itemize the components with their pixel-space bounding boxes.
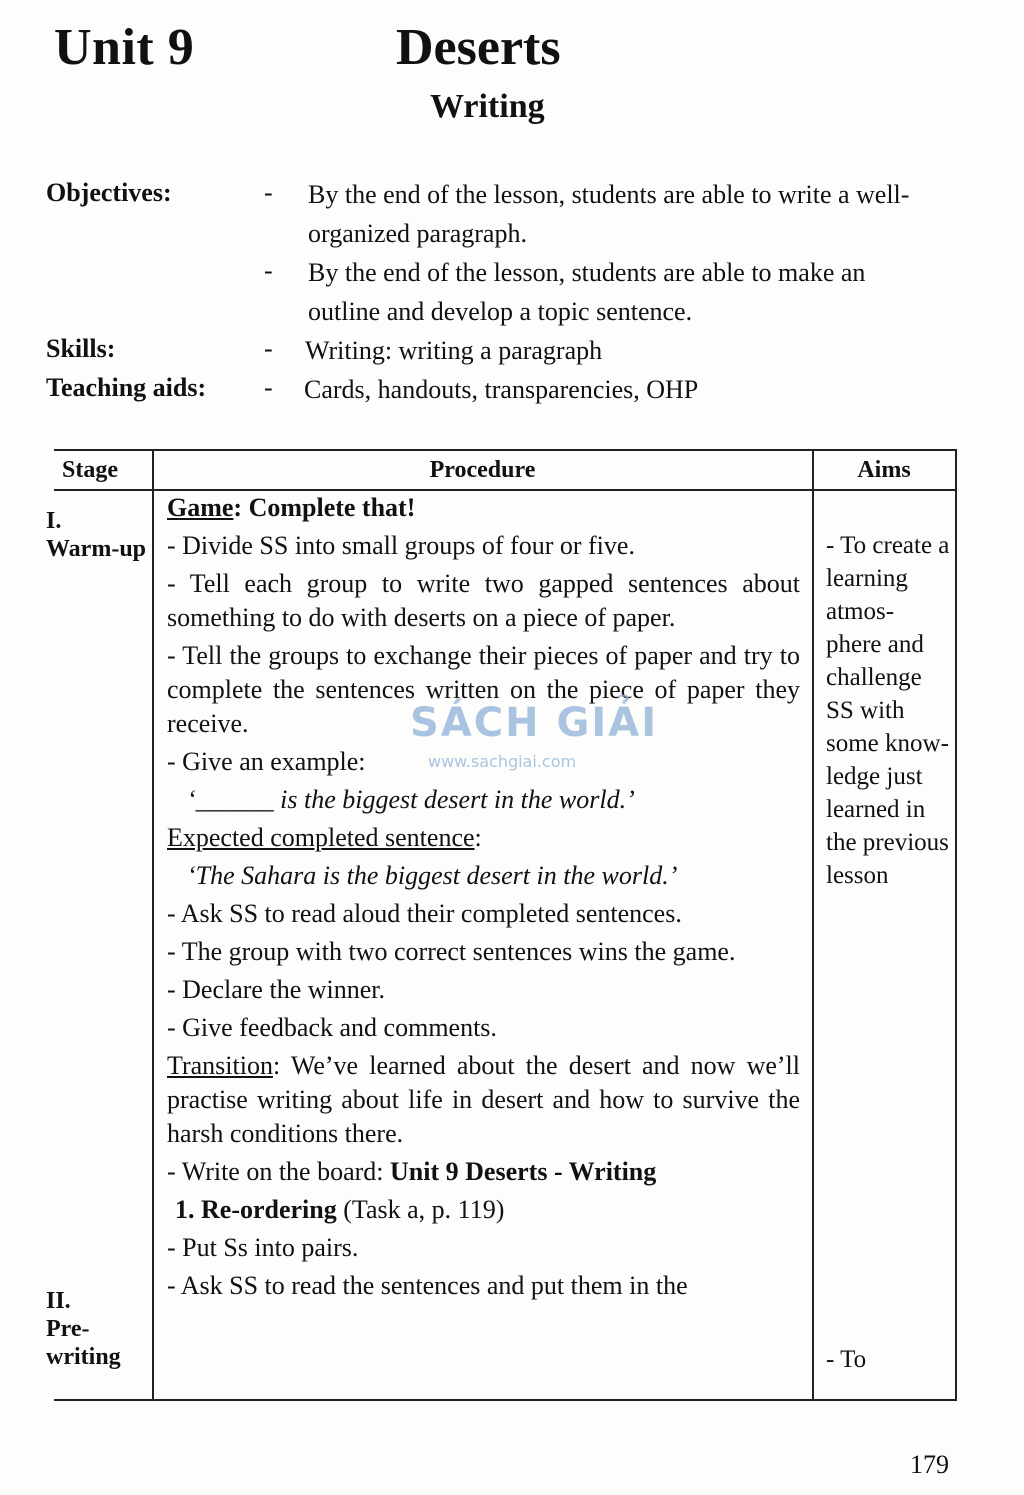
procedure-cell xyxy=(167,491,800,1303)
stage-prewriting-label: Pre-writing xyxy=(46,1316,121,1370)
skills-value: Writing: writing a paragraph xyxy=(305,336,603,365)
objectives-label: Objectives: xyxy=(46,178,172,207)
lesson-subtitle: Writing xyxy=(430,88,545,125)
expected-colon: : xyxy=(474,823,482,852)
watermark-logo: SÁCH GIẢI xyxy=(410,700,659,746)
column-divider-aims xyxy=(812,449,814,1401)
board-instruction xyxy=(167,1155,800,1189)
header-aims: Aims xyxy=(857,457,911,483)
header-stage: Stage xyxy=(62,457,118,483)
expected-heading xyxy=(167,821,800,855)
board-prefix: - Write on the board: xyxy=(167,1157,391,1186)
procedure-step: - The group with two correct sentences wins the game. xyxy=(167,937,736,966)
procedure-step: - Put Ss into pairs. xyxy=(167,1233,359,1262)
game-label: Game xyxy=(167,493,234,522)
transition-label: Transition xyxy=(167,1051,273,1080)
game-title: : Complete that! xyxy=(233,493,416,522)
objective-2: By the end of the lesson, students are able to make an outline and develop a topic sentence. xyxy=(308,258,866,326)
column-divider-stage xyxy=(152,449,154,1401)
bullet-dash: - xyxy=(264,373,273,402)
stage-warmup xyxy=(46,507,146,563)
task-title: 1. Re-ordering xyxy=(175,1195,337,1224)
task-reference: (Task a, p. 119) xyxy=(336,1195,505,1224)
procedure-step: - Divide SS into small groups of four or five. xyxy=(167,531,635,560)
skills-label: Skills: xyxy=(46,334,116,363)
transition-text: : We’ve learned about the desert and now we’ll practise writing about life in desert and how to survive the harsh conditions there. xyxy=(167,1051,800,1148)
watermark xyxy=(410,700,658,771)
stage-prewriting xyxy=(46,1287,146,1371)
example-sentence: ‘______ is the biggest desert in the world.’ xyxy=(187,785,635,814)
header-procedure: Procedure xyxy=(429,457,536,483)
unit-number: Unit 9 xyxy=(54,19,195,76)
lesson-title: Deserts xyxy=(396,19,561,76)
objective-1: By the end of the lesson, students are able to write a well-organized paragraph. xyxy=(308,180,910,248)
aims-prewriting: - To xyxy=(826,1346,867,1373)
procedure-step: - Give feedback and comments. xyxy=(167,1013,497,1042)
procedure-step: - Tell the groups to exchange their pieces of paper and try to complete the sentences written on the piece of paper they receive. xyxy=(167,641,800,738)
expected-sentence: ‘The Sahara is the biggest desert in the world.’ xyxy=(187,861,678,890)
lesson-plan-table xyxy=(46,449,957,1401)
teaching-aids-value: Cards, handouts, transparencies, OHP xyxy=(304,375,699,404)
board-text: Unit 9 Deserts - Writing xyxy=(390,1157,657,1186)
task-heading xyxy=(167,1193,800,1227)
bullet-dash: - xyxy=(264,178,273,207)
aims-warmup: - To create a learning atmos- phere and challenge SS with some know- ledge just learned in the previous lesson xyxy=(826,532,950,889)
game-heading xyxy=(167,491,800,525)
watermark-url: www.sachgiai.com xyxy=(428,752,577,771)
page-number: 179 xyxy=(910,1450,949,1479)
teaching-aids-label: Teaching aids: xyxy=(46,373,207,402)
stage-prewriting-number: II. xyxy=(46,1288,71,1314)
procedure-step: - Ask SS to read the sentences and put them in the xyxy=(167,1271,688,1300)
expected-label: Expected completed sentence xyxy=(167,823,475,852)
procedure-step: - Declare the winner. xyxy=(167,975,386,1004)
stage-warmup-label: Warm-up xyxy=(46,536,147,562)
bullet-dash: - xyxy=(264,334,273,363)
stage-warmup-number: I. xyxy=(46,508,62,534)
table-border-right xyxy=(955,449,957,1401)
table-border-bottom xyxy=(54,1399,957,1401)
procedure-step: - Tell each group to write two gapped sentences about something to do with deserts on a piece of paper. xyxy=(167,569,800,632)
procedure-step: - Give an example: xyxy=(167,747,366,776)
procedure-step: - Ask SS to read aloud their completed sentences. xyxy=(167,899,682,928)
bullet-dash: - xyxy=(264,256,273,285)
transition-note xyxy=(167,1049,800,1151)
